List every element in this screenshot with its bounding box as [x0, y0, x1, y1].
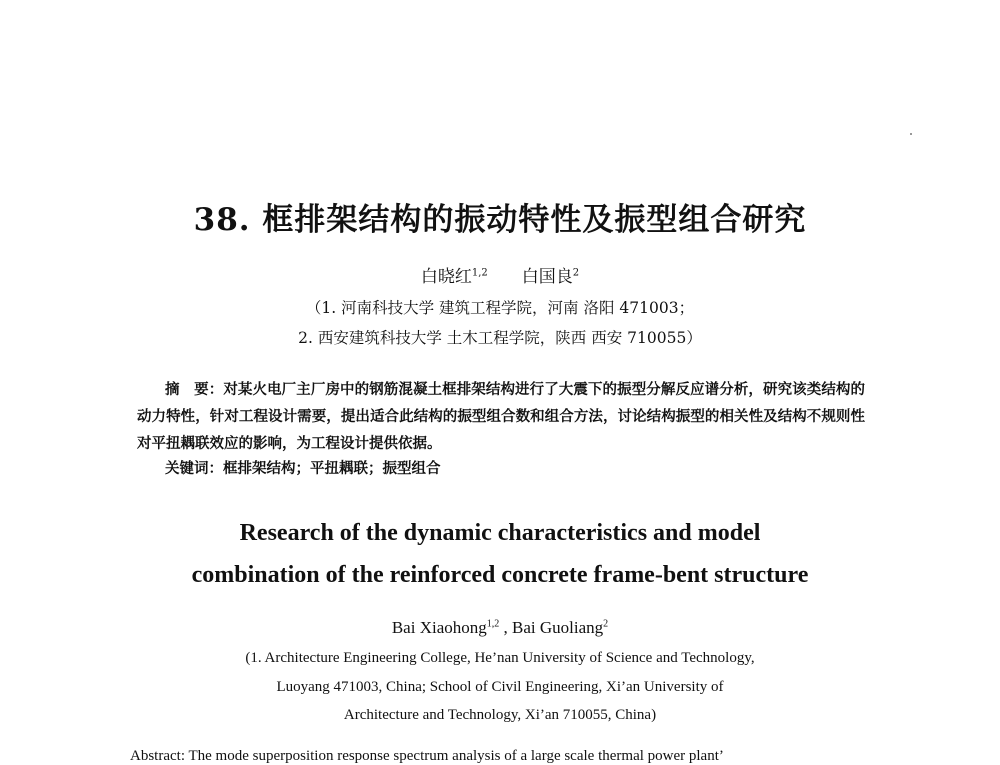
abstract-en-label: Abstract:	[130, 748, 185, 764]
abstract-cn-text: 对某火电厂主厂房中的钢筋混凝土框排架结构进行了大震下的振型分解反应谱分析，研究该类结构的动力特性，针对工程设计需要，提出适合此结构的振型组合数和组合方法，讨论结构振型的相关性及结构不规则性对平扭耦联效应的影响，为工程设计提供依据。	[137, 381, 865, 452]
author-1-en: Bai Xiaohong	[391, 618, 487, 637]
author-2-en: Bai Guoliang	[512, 618, 604, 637]
author-1-en-affiliation: 1,2	[486, 618, 500, 630]
abstract-cn	[137, 376, 865, 457]
scan-speck	[910, 133, 912, 135]
keywords-cn-text: 框排架结构；平扭耦联；振型组合	[223, 460, 441, 477]
authors-en	[0, 618, 1000, 638]
title-en-line-2: combination of the reinforced concrete frame-bent structure	[191, 562, 809, 588]
author-separator: ,	[499, 618, 512, 637]
affiliation-en-2: Luoyang 471003, China; School of Civil Engineering, Xi’an University of	[276, 679, 724, 695]
author-2-cn: 白国良	[521, 267, 573, 287]
author-2-en-affiliation: 2	[603, 618, 609, 630]
affiliation-en-3: Architecture and Technology, Xi’an 710055, China)	[343, 707, 657, 723]
author-1-cn: 白晓红	[420, 267, 472, 287]
keywords-cn	[165, 457, 441, 478]
affiliation-en-1: (1. Architecture Engineering College, He’nan University of Science and Technology,	[245, 650, 755, 666]
affiliation-cn-1: （1. 河南科技大学 建筑工程学院，河南 洛阳 471003；	[305, 299, 695, 317]
keywords-cn-label: 关键词：	[165, 460, 223, 477]
authors-cn	[0, 262, 1000, 287]
abstract-en-text: The mode superposition response spectrum analysis of a large scale thermal power plant’	[188, 748, 724, 764]
author-2-cn-affiliation: 2	[572, 267, 580, 279]
author-1-cn-affiliation: 1,2	[471, 267, 488, 279]
title-en-line-1: Research of the dynamic characteristics and model	[239, 520, 761, 546]
abstract-cn-label: 摘 要：	[165, 381, 224, 398]
affiliation-cn-2: 2. 西安建筑科技大学 土木工程学院，陕西 西安 710055）	[298, 329, 702, 347]
title-cn: 38. 框排架结构的振动特性及振型组合研究	[193, 202, 807, 238]
abstract-en	[130, 748, 870, 765]
